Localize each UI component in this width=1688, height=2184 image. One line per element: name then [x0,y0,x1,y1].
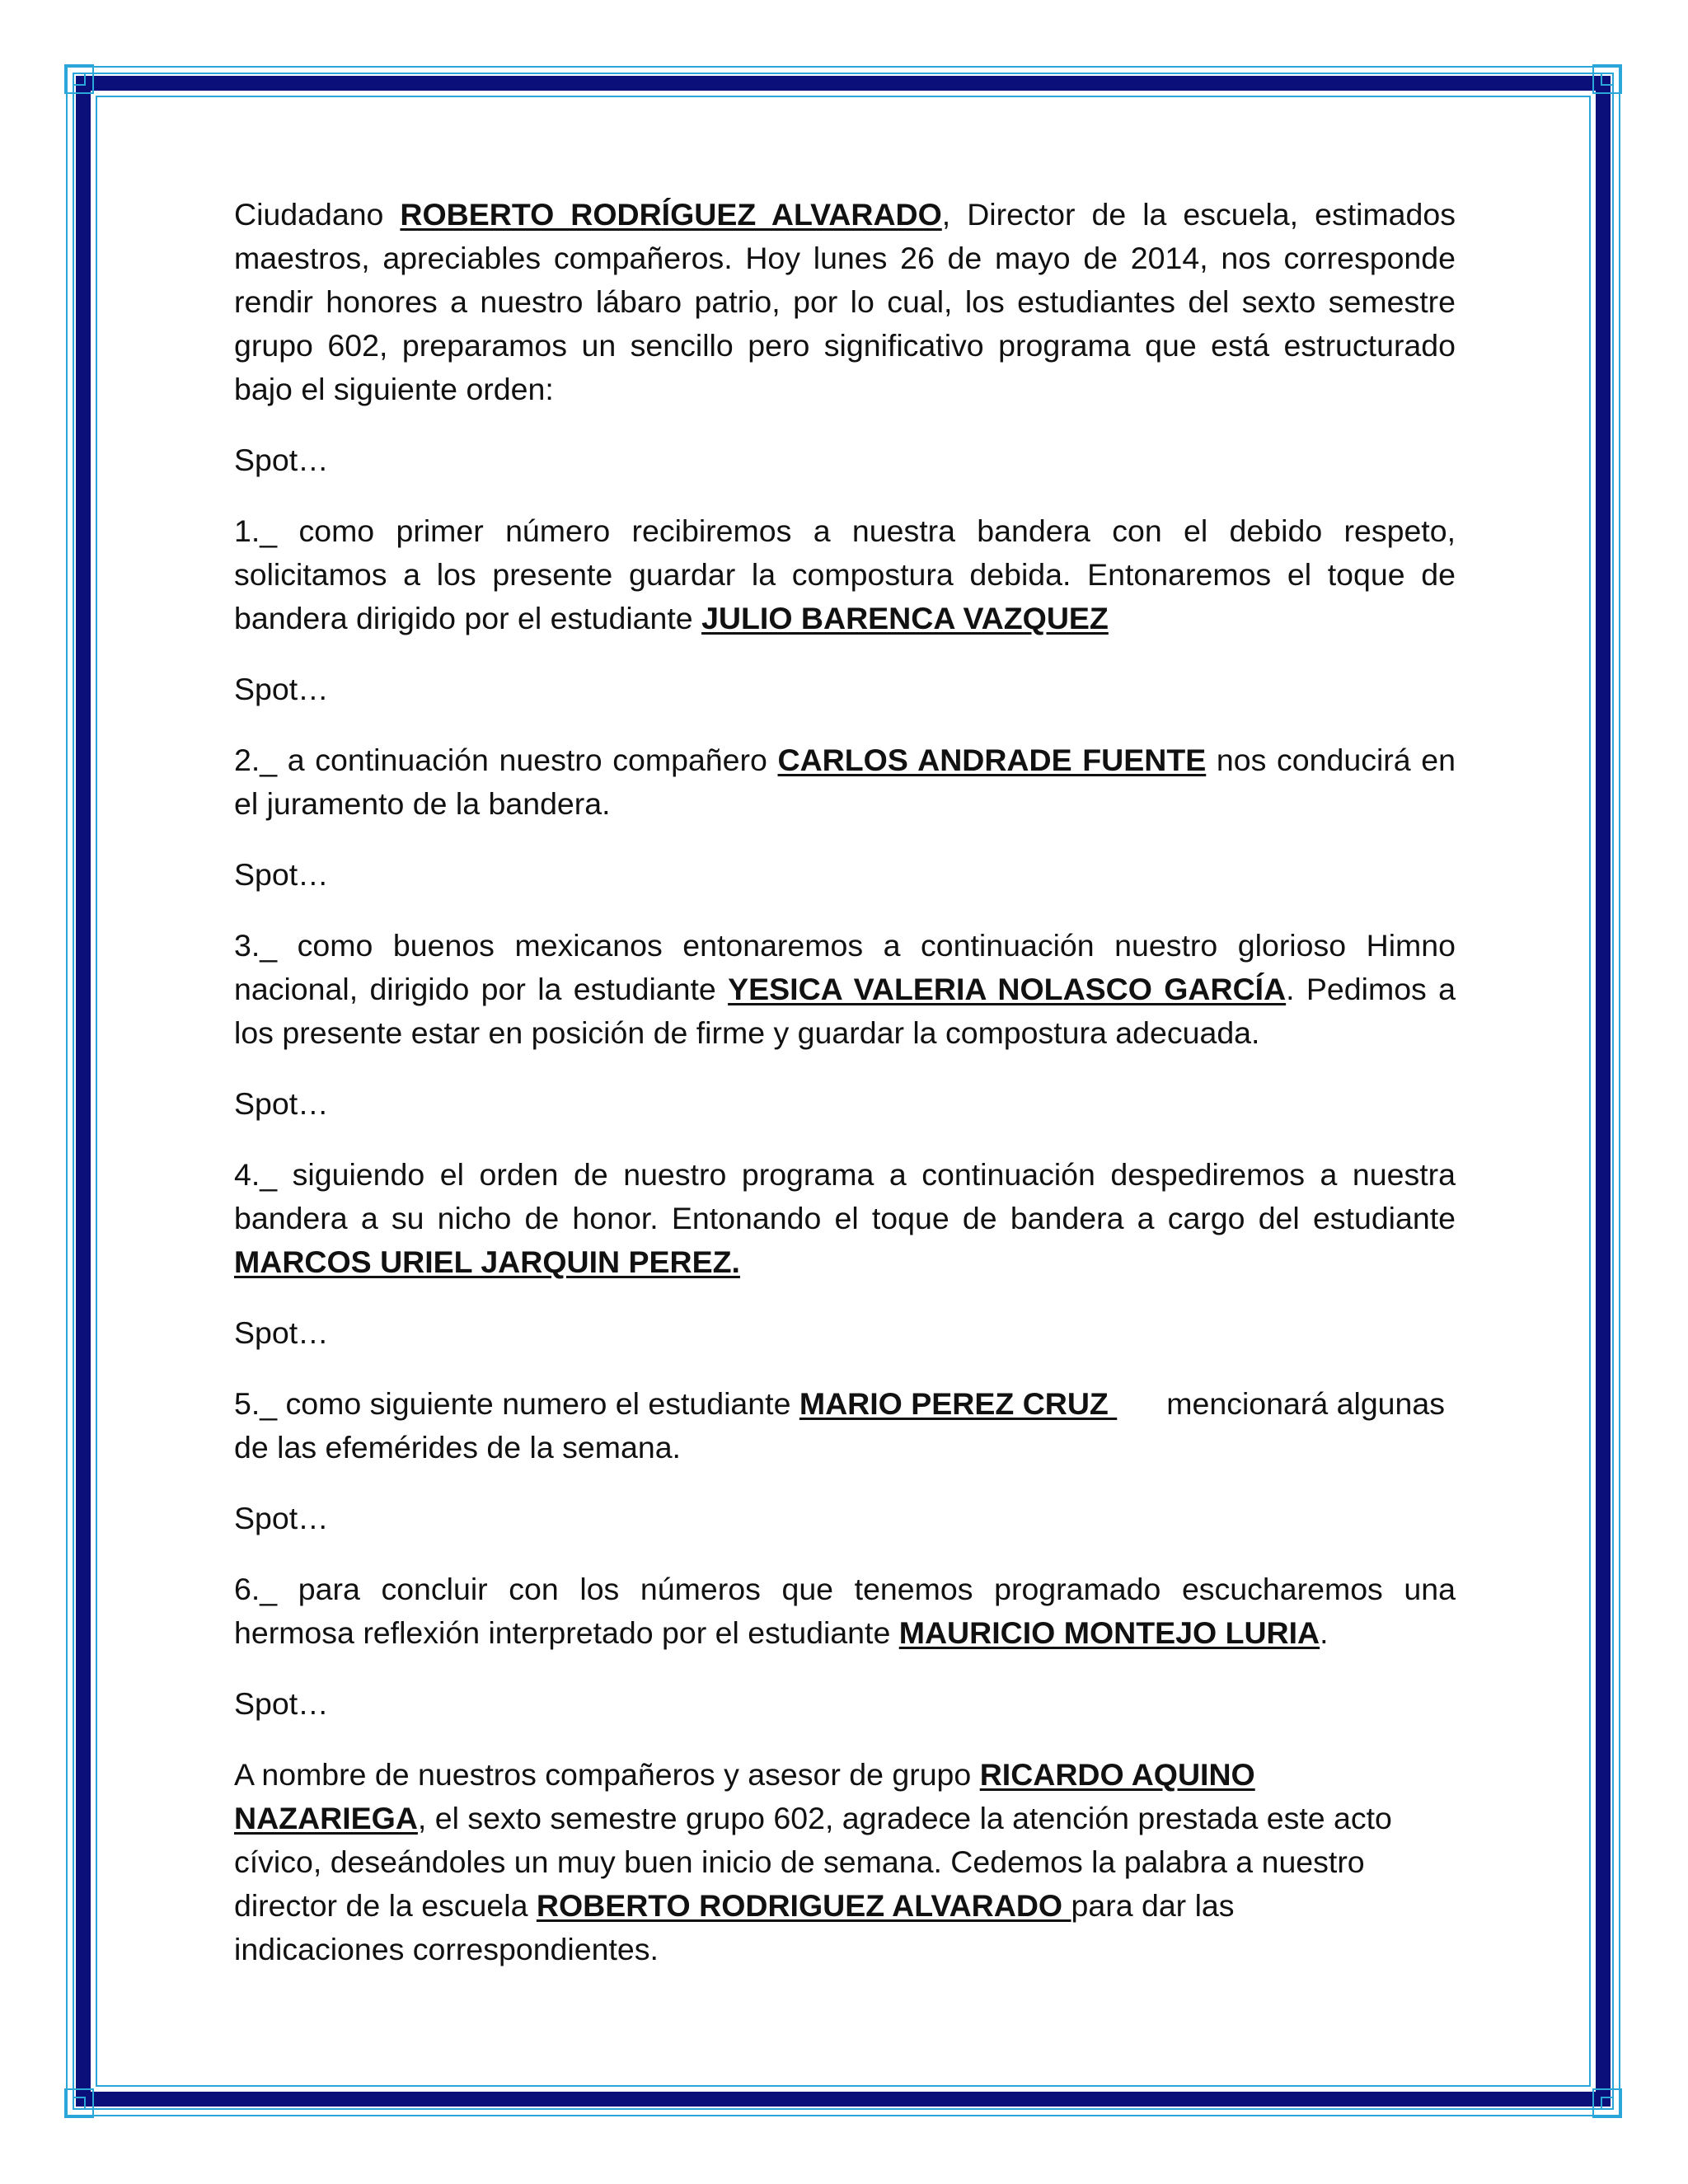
spot-line: Spot… [234,1086,329,1121]
document-body [234,193,1456,1999]
intro-prefix: Ciudadano [234,197,401,232]
spot-line: Spot… [234,443,329,477]
program-item-4 [234,1153,1456,1284]
student-name: CARLOS ANDRADE FUENTE [777,743,1207,777]
item-text: . [1320,1615,1329,1650]
program-item-2 [234,738,1456,826]
director-name: ROBERTO RODRIGUEZ ALVARADO [536,1888,1071,1923]
closing-text: A nombre de nuestros compañeros y asesor de grupo [234,1757,980,1792]
student-name: MAURICIO MONTEJO LURIA [898,1615,1320,1650]
closing-text: para dar las indicaciones correspondientes. [234,1888,1235,1966]
director-name: ROBERTO RODRÍGUEZ ALVARADO [400,197,942,232]
item-text: 3._ como buenos mexicanos entonaremos a continuación nuestro glorioso Himno nacional, dirigido por la estudiante [234,928,1456,1006]
program-item-3 [234,924,1456,1055]
corner-ornament-bottom-left [64,2088,94,2118]
spot-line: Spot… [234,672,329,706]
intro-text: , Director de la escuela, estimados maestros, apreciables compañeros. Hoy lunes 26 de mayo de 2014, nos corresponde rendir honores a nuestro lábaro patrio, por lo cual, los estudiantes del sexto semestre grupo 602, preparamos un sencillo pero significativo programa que está estructurado bajo el siguiente orden: [234,197,1456,406]
program-item-5 [234,1382,1456,1469]
spot-line: Spot… [234,1686,329,1721]
corner-ornament-top-left [64,64,94,94]
item-text: mencionará algunas de las efemérides de la semana. [234,1386,1445,1465]
student-name: JULIO BARENCA VAZQUEZ [701,601,1109,635]
advisor-name: RICARDO AQUINO NAZARIEGA [234,1757,1255,1835]
item-text: 5._ como siguiente numero el estudiante [234,1386,799,1421]
corner-ornament-bottom-right [1592,2088,1622,2118]
closing-paragraph [234,1753,1413,1971]
student-name: YESICA VALERIA NOLASCO GARCÍA [728,972,1287,1006]
item-text: . Pedimos a los presente estar en posición de firme y guardar la compostura adecuada. [234,972,1456,1050]
item-text: 1._ como primer número recibiremos a nuestra bandera con el debido respeto, solicitamos a los presente guardar la compostura debida. Entonaremos el toque de bandera dirigido por el estudiante [234,513,1456,635]
spot-line: Spot… [234,1315,329,1350]
program-item-1 [234,509,1456,640]
item-text: 6._ para concluir con los números que tenemos programado escucharemos una hermosa reflexión interpretado por el estudiante [234,1572,1456,1650]
student-name: MARIO PEREZ CRUZ [799,1386,1118,1421]
intro-paragraph [234,193,1456,411]
closing-text: , el sexto semestre grupo 602, agradece la atención prestada este acto cívico, deseándoles un muy buen inicio de semana. Cedemos la palabra a nuestro director de la escuela [234,1801,1392,1923]
student-name: MARCOS URIEL JARQUIN PEREZ. [234,1244,740,1279]
spot-line: Spot… [234,857,329,892]
spot-line: Spot… [234,1501,329,1535]
item-text: 4._ siguiendo el orden de nuestro programa a continuación despediremos a nuestra bandera a su nicho de honor. Entonando el toque de bandera a cargo del estudiante [234,1157,1456,1235]
item-text: 2._ a continuación nuestro compañero [234,743,778,777]
item-text: nos conducirá en el juramento de la bandera. [234,743,1456,821]
corner-ornament-top-right [1592,64,1622,94]
program-item-6 [234,1568,1456,1655]
